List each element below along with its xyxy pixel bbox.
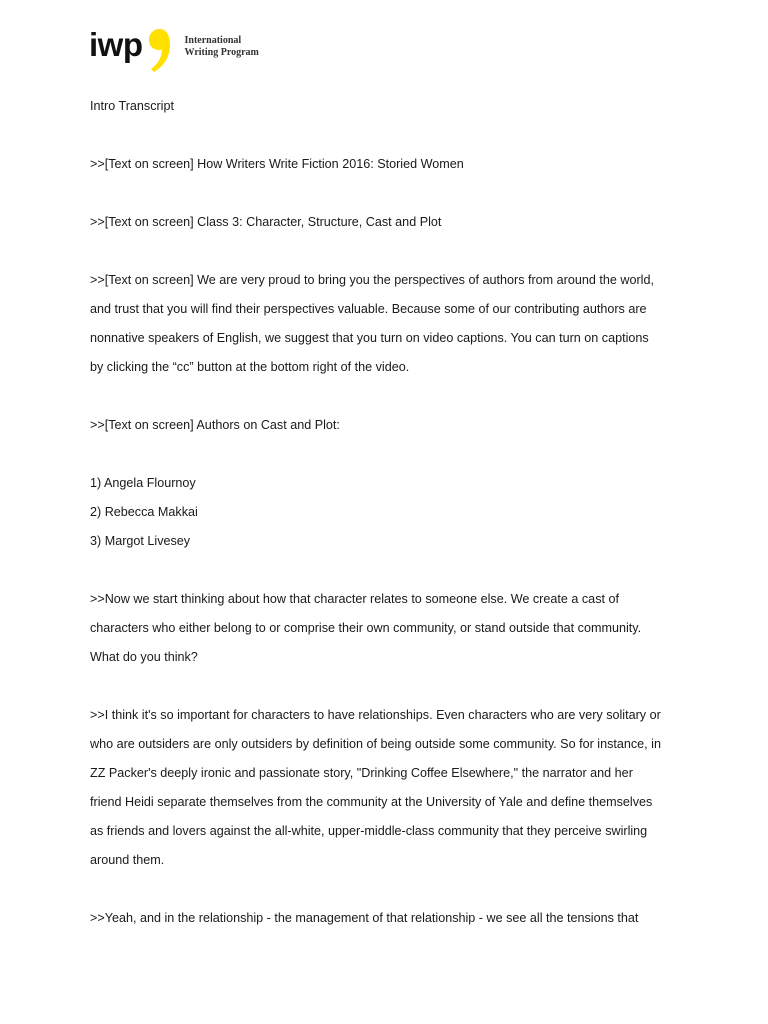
dialogue-paragraph: >>I think it's so important for characters to have relationships. Even characters who are very solitary or who are outsiders are only outsiders by definition of being outside some community. So for instance, in ZZ Packer's deeply ironic and passionate story, "Drinking Coffee Elsewhere," the narrator and her friend Heidi separate themselves from the community at the University of Yale and define themselves as friends and lovers against the all-white, upper-middle-class community that they perceive swirling around them.: [90, 708, 661, 867]
paragraph-intro: >>[Text on screen] We are very proud to bring you the perspectives of authors from around the world, and trust that you will find their perspectives valuable. Because some of our contributing authors are nonnative speakers of English, we suggest that you turn on video captions. You can turn on captions by clicking the “cc” button at the bottom right of the video.: [90, 273, 654, 374]
iwp-logo: [89, 26, 259, 72]
author-list-item: 2) Rebecca Makkai: [90, 505, 198, 519]
dialogue-paragraph: >>Now we start thinking about how that character relates to someone else. We create a cast of characters who either belong to or comprise their own community, or stand outside that community. What do you think?: [90, 592, 642, 664]
logo-line-1: International: [184, 35, 242, 46]
logo-text: [185, 35, 259, 59]
transcript-body: [90, 92, 662, 962]
comma-logo-icon: [145, 27, 175, 73]
dialogue-paragraph: >>Yeah, and in the relationship - the management of that relationship - we see all the tensions that: [90, 911, 639, 925]
logo-line-2: Writing Program: [184, 47, 259, 58]
paragraph-series-title: >>[Text on screen] How Writers Write Fiction 2016: Storied Women: [90, 157, 464, 171]
paragraph-class-title: >>[Text on screen] Class 3: Character, Structure, Cast and Plot: [90, 215, 442, 229]
paragraph-authors-heading: >>[Text on screen] Authors on Cast and Plot:: [90, 418, 340, 432]
author-list-item: 3) Margot Livesey: [90, 534, 191, 548]
document-title: Intro Transcript: [90, 99, 174, 113]
author-list-item: 1) Angela Flournoy: [90, 476, 196, 490]
logo-wordmark: iwp: [89, 26, 143, 63]
